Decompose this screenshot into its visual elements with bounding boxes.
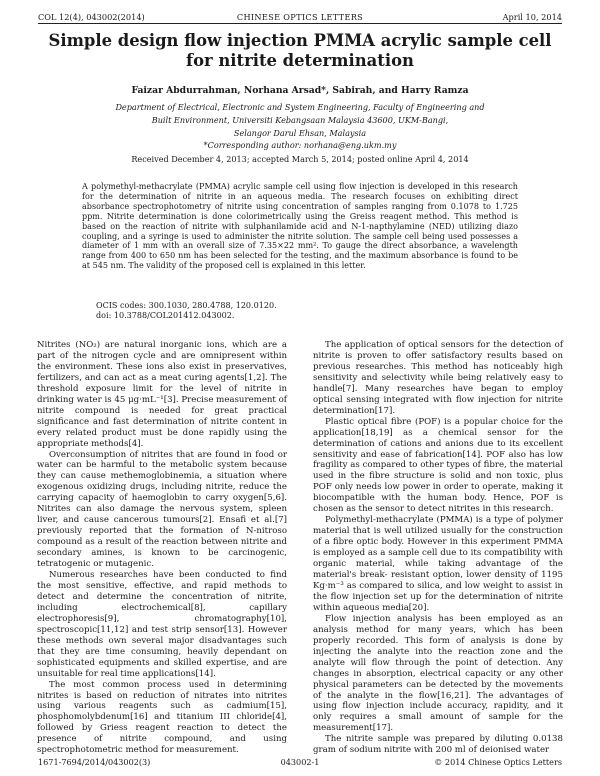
affiliation-line: Built Environment, Universiti Kebangsaan Malaysia 43600, UKM-Bangi, [151,114,449,125]
page-number: 043002-1 [280,757,320,767]
issn-code: 1671-7694/2014/043002(3) [38,757,151,767]
body-paragraph: The application of optical sensors for the detection of nitrite is proven to offer satisfactory results based on previous researches. This method has noticeably high sensitivity and selectivity while being relatively easy to handle[7]. Many researches have began to employ optical sensing integrated with flow injection for nitrite determination[17]. [313,340,563,416]
body-paragraph: Flow injection analysis has been employed as an analysis method for many years, which has been properly recorded. This form of analysis is done by injecting the analyte into the reaction zone and the analyte will flow through the point of detection. Any changes in absorption, electrical capacity or any other physical parameters can be detected by the movements of the analyte in the flow[16,21]. The advantages of using flow injection include accuracy, rapidity, and it only requires a small amount of sample for the measurement[17]. [313,613,563,734]
received-dates: Received December 4, 2013; accepted March 5, 2014; posted online April 4, 2014 [131,154,469,164]
affiliation-line: Selangor Darul Ehsan, Malaysia [233,127,367,138]
copyright-notice: © 2014 Chinese Optics Letters [434,757,562,767]
affiliation-block [60,101,540,152]
author-list: Faizar Abdurrahman, Norhana Arsad*, Sabirah, and Harry Ramza [131,85,469,96]
ocis-codes [96,301,277,311]
body-paragraph: Overconsumption of nitrites that are found in food or water can be harmful to the metabolic system because they can cause methemoglobinemia, a situation where exogenous oxidizing drugs, including nitrite, reduce the carrying capacity of haemoglobin to carry oxygen[5,6]. Nitrites can also damage the nervous system, spleen liver, and cause cancerous tumours[2]. Ensafi et al.[7] previously reported that the formation of N-nitroso compound as a result of the reaction between nitrite and secondary amines, is known to be carcinogenic, tetratogenic or mutagenic. [37,449,287,570]
body-column-right [313,340,563,756]
affiliation-line: Department of Electrical, Electronic and System Engineering, Faculty of Engineering and [115,102,485,112]
doi-line [96,311,277,321]
body-paragraph: The most common process used in determining nitrites is based on reduction of nitrates into nitrites using various reagents such as cadmium[15], phosphomolybdenum[16] and titanium III chloride[4], followed by Griess reagent reaction to detect the presence of nitrite compound, and using spectrophotometric method for measurement. [37,679,287,756]
body-paragraph: Nitrites (NO₂) are natural inorganic ions, which are a part of the nitrogen cycle and are omnipresent within the environment. These ions also exist in preservatives, fertilizers, and can act as a meat curing agents[1,2]. The threshold exposure limit for the level of nitrite in drinking water is 45 μg·mL⁻¹[3]. Precise measurement of nitrite compound is needed for great practical significance and fast determination of nitrite content in every related product must be done rapidly using the appropriate methods[4]. [37,340,287,449]
header-rule [38,23,562,24]
body-column-left [37,340,287,756]
classification-codes [96,301,277,321]
body-paragraph: Plastic optical fibre (POF) is a popular choice for the application[18,19] as a chemical sensor for the determination of cations and anions due to its excellent sensitivity and ease of fabrication[14]. POF also has low fragility as compared to other types of fibre, the material used in the fibre structure is solid and non toxic, plus POF only needs low power in order to operate, making it biocompatible with the human body. Hence, POF is chosen as the sensor to detect nitrites in this research. [313,416,563,515]
paper-title: Simple design flow injection PMMA acrylic sample cell for nitrite determination [48,31,552,70]
journal-reference: COL 12(4), 043002(2014) [38,12,145,22]
doi-label: doi: [96,310,112,320]
journal-name: CHINESE OPTICS LETTERS [236,12,364,22]
body-paragraph: The nitrite sample was prepared by diluting 0.0138 gram of sodium nitrite with 200 ml of deionised water [313,734,563,756]
issue-date: April 10, 2014 [502,12,562,22]
doi-value: 10.3788/COL201412.043002. [113,310,235,320]
ocis-values: 300.1030, 280.4788, 120.0120. [148,301,277,310]
body-paragraph: Numerous researches have been conducted to find the most sensitive, effective, and rapid methods to detect and determine the concentration of nitrite, including electrochemical[8], capillary electrophoresis[9], chromatography[10], spectroscopic[11,12] and test strip sensor[13]. However these methods own several major disadvantages such that they are time consuming, heavily dependant on sophisticated equipments and skilled expertise, and are unsuitable for real time applications[14]. [37,570,287,679]
body-paragraph: Polymethyl-methacrylate (PMMA) is a type of polymer material that is well utilized usually for the construction of a fibre optic body. However in this experiment PMMA is employed as a sample cell due to its compatibility with organic material, while taking advantage of the material's break- resistant option, lower density of 1195 Kg·m⁻³ as compared to silica, and low weight to assist in the flow injection set up for the determination of nitrite within aqueous media[20]. [313,515,563,613]
corresponding-author: *Corresponding author: norhana@eng.ukm.my [203,140,397,151]
abstract: A polymethyl-methacrylate (PMMA) acrylic sample cell using flow injection is developed in this research for the determination of nitrite in an aqueous media. The research focuses on exhibiting direct absorbance spectrophotometry of nitrite using concentration of samples ranging from 0.1078 to 1.725 ppm. Nitrite determination is done colorimetrically using the Greiss reagent method. This method is based on the reaction of nitrite with sulphanilamide acid and N-1-napthylamine (NED) utilizing diazo coupling, and a syringe is used to administer the nitrite solution. The sample cell being used possesses a diameter of 1 mm with an overall size of 7.35×22 mm². To gauge the direct absorbance, a wavelength range from 400 to 650 nm has been selected for the testing, and the maximum absorbance is found to be at 545 nm. The validity of the proposed cell is explained in this letter. [82,182,518,271]
page-footer [38,756,562,768]
ocis-label: OCIS codes: [96,301,147,310]
running-header [38,11,562,23]
